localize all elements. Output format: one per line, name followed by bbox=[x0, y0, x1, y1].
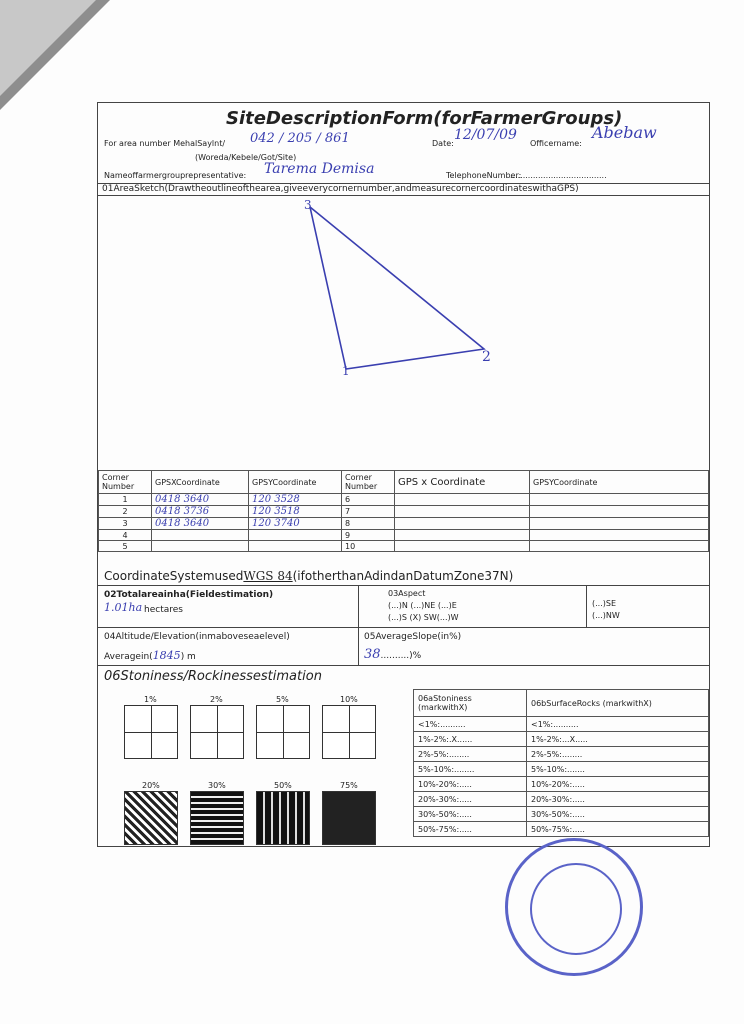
officer-value[interactable]: Abebaw bbox=[592, 123, 657, 142]
altitude-row bbox=[104, 649, 196, 662]
stoniness-icon-75 bbox=[322, 791, 376, 845]
site-description-form bbox=[97, 102, 710, 847]
woreda-label: (Woreda/Kebele/Got/Site) bbox=[195, 153, 297, 162]
gps-y-value[interactable]: 120 3518 bbox=[249, 506, 342, 518]
divider bbox=[98, 627, 709, 628]
icon-label: 5% bbox=[276, 695, 289, 704]
phone-label: TelephoneNumber: bbox=[446, 171, 522, 180]
folded-corner-inner bbox=[0, 0, 96, 96]
icon-label: 30% bbox=[208, 781, 226, 790]
divider bbox=[98, 665, 709, 666]
coord-system-label: CoordinateSystemused bbox=[104, 569, 244, 583]
aspect-nw[interactable]: (...)NW bbox=[592, 611, 620, 620]
coord-system-note: (ifotherthanAdindanDatumZone37N) bbox=[292, 569, 514, 583]
table-row bbox=[414, 807, 709, 822]
altitude-label: 04Altitude/Elevation(inmaboveseaelevel) bbox=[104, 632, 290, 642]
stoniness-table bbox=[413, 689, 709, 837]
gps-y-value[interactable]: 120 3528 bbox=[249, 494, 342, 506]
stoniness-option[interactable]: 20%-30%:..... bbox=[414, 792, 527, 807]
gps-x-value-2[interactable] bbox=[395, 530, 530, 541]
aspect-options-2[interactable]: (...)S (X) SW(...)W bbox=[388, 613, 459, 622]
corner-number-2: 8 bbox=[342, 518, 395, 530]
altitude-prefix: Averagein( bbox=[104, 652, 153, 662]
corner-label-2: 2 bbox=[482, 349, 491, 365]
header-gps-y-2: GPSYCoordinate bbox=[530, 471, 709, 494]
table-row bbox=[414, 732, 709, 747]
header-gps-x: GPSXCoordinate bbox=[152, 471, 249, 494]
icon-label: 75% bbox=[340, 781, 358, 790]
rep-label: Nameoffarmergrouprepresentative: bbox=[104, 171, 247, 180]
icon-label: 50% bbox=[274, 781, 292, 790]
corner-number-2: 9 bbox=[342, 530, 395, 541]
surface-rock-option[interactable]: 1%-2%:...X..... bbox=[527, 732, 709, 747]
icon-label: 1% bbox=[144, 695, 157, 704]
corner-number: 2 bbox=[99, 506, 152, 518]
header-corner-number: Corner Number bbox=[99, 471, 152, 494]
corner-number: 4 bbox=[99, 530, 152, 541]
slope-row bbox=[364, 647, 421, 662]
table-header-row bbox=[99, 471, 709, 494]
header-stoniness: 06aStoniness (markwithX) bbox=[414, 690, 527, 717]
gps-x-value[interactable]: 0418 3640 bbox=[152, 518, 249, 530]
total-area-unit: hectares bbox=[144, 605, 183, 615]
corner-number: 3 bbox=[99, 518, 152, 530]
total-area-label: 02Totalareainha(Fieldestimation) bbox=[104, 590, 274, 600]
gps-x-value-2[interactable] bbox=[395, 494, 530, 506]
gps-y-value-2[interactable] bbox=[530, 494, 709, 506]
phone-value[interactable]: ...................................... bbox=[510, 171, 607, 180]
sketch-header: 01AreaSketch(Drawtheoutlineofthearea,giveeverycornernumber,andmeasurecornercoordinateswithaGPS) bbox=[102, 184, 579, 194]
area-sketch bbox=[98, 195, 709, 469]
icon-label: 20% bbox=[142, 781, 160, 790]
area-outline bbox=[310, 207, 484, 369]
surface-rock-option[interactable]: 10%-20%:..... bbox=[527, 777, 709, 792]
aspect-options-1[interactable]: (...)N (...)NE (...)E bbox=[388, 601, 457, 610]
icon-label: 10% bbox=[340, 695, 358, 704]
date-label: Date: bbox=[432, 139, 454, 148]
corner-number: 1 bbox=[99, 494, 152, 506]
gps-x-value[interactable] bbox=[152, 530, 249, 541]
rep-value[interactable]: Tarema Demisa bbox=[264, 161, 375, 177]
corner-number-2: 10 bbox=[342, 541, 395, 552]
table-row bbox=[414, 762, 709, 777]
altitude-value[interactable]: 1845 bbox=[152, 649, 181, 662]
surface-rock-option[interactable]: 5%-10%:....... bbox=[527, 762, 709, 777]
divider bbox=[98, 585, 709, 586]
official-stamp bbox=[505, 838, 643, 976]
stoniness-option[interactable]: <1%:.......... bbox=[414, 717, 527, 732]
table-row bbox=[414, 747, 709, 762]
gps-y-value-2[interactable] bbox=[530, 506, 709, 518]
stoniness-icon-50 bbox=[256, 791, 310, 845]
gps-coordinate-table bbox=[98, 470, 709, 552]
aspect-se[interactable]: (...)SE bbox=[592, 599, 617, 608]
header-surface-rocks: 06bSurfaceRocks (markwithX) bbox=[527, 690, 709, 717]
gps-x-value-2[interactable] bbox=[395, 506, 530, 518]
table-row bbox=[414, 792, 709, 807]
stoniness-option[interactable]: 5%-10%:........ bbox=[414, 762, 527, 777]
divider bbox=[358, 585, 359, 627]
gps-x-value[interactable]: 0418 3640 bbox=[152, 494, 249, 506]
table-header-row bbox=[414, 690, 709, 717]
slope-value[interactable]: 38 bbox=[364, 647, 381, 662]
stoniness-option[interactable]: 10%-20%:..... bbox=[414, 777, 527, 792]
stoniness-icon-20 bbox=[124, 791, 178, 845]
officer-label: Officername: bbox=[530, 139, 582, 148]
icon-label: 2% bbox=[210, 695, 223, 704]
stoniness-option[interactable]: 2%-5%:........ bbox=[414, 747, 527, 762]
table-row bbox=[99, 518, 709, 530]
surface-rock-option[interactable]: 20%-30%:..... bbox=[527, 792, 709, 807]
gps-y-value-2[interactable] bbox=[530, 541, 709, 552]
area-number-label: For area number MehalSaylnt/ bbox=[104, 139, 226, 148]
aspect-label: 03Aspect bbox=[388, 589, 426, 598]
table-row bbox=[99, 530, 709, 541]
surface-rock-option[interactable]: <1%:.......... bbox=[527, 717, 709, 732]
gps-x-value[interactable]: 0418 3736 bbox=[152, 506, 249, 518]
surface-rock-option[interactable]: 2%-5%:........ bbox=[527, 747, 709, 762]
date-value[interactable]: 12/07/09 bbox=[454, 127, 517, 143]
stoniness-option[interactable]: 30%-50%:..... bbox=[414, 807, 527, 822]
stoniness-icon-1 bbox=[124, 705, 178, 759]
gps-y-value[interactable] bbox=[249, 541, 342, 552]
divider bbox=[586, 585, 587, 627]
coord-system-value[interactable]: WGS 84 bbox=[243, 569, 293, 583]
gps-x-value[interactable] bbox=[152, 541, 249, 552]
corner-number-2: 7 bbox=[342, 506, 395, 518]
stoniness-heading: 06Stoniness/Rockinessestimation bbox=[104, 669, 322, 684]
total-area-value[interactable]: 1.01ha bbox=[104, 601, 143, 614]
stoniness-icon-5 bbox=[256, 705, 310, 759]
gps-y-value-2[interactable] bbox=[530, 530, 709, 541]
corner-number-2: 6 bbox=[342, 494, 395, 506]
form-title: SiteDescriptionForm(forFarmerGroups) bbox=[226, 108, 623, 129]
header-gps-y: GPSYCoordinate bbox=[249, 471, 342, 494]
gps-y-value[interactable] bbox=[249, 530, 342, 541]
header-corner-number-2: Corner Number bbox=[342, 471, 395, 494]
surface-rock-option[interactable]: 50%-75%:..... bbox=[527, 822, 709, 837]
stoniness-icon-10 bbox=[322, 705, 376, 759]
header-gps-x-2: GPS x Coordinate bbox=[395, 471, 530, 494]
table-row bbox=[414, 822, 709, 837]
corner-label-3: 3 bbox=[304, 198, 312, 212]
surface-rock-option[interactable]: 30%-50%:..... bbox=[527, 807, 709, 822]
corner-number: 5 bbox=[99, 541, 152, 552]
slope-label: 05AverageSlope(in%) bbox=[364, 632, 462, 642]
stoniness-option[interactable]: 1%-2%:.X...... bbox=[414, 732, 527, 747]
table-row bbox=[99, 494, 709, 506]
stoniness-option[interactable]: 50%-75%:..... bbox=[414, 822, 527, 837]
altitude-suffix: ) m bbox=[180, 652, 196, 662]
divider bbox=[358, 627, 359, 665]
table-row bbox=[99, 506, 709, 518]
coord-system-row bbox=[104, 569, 513, 583]
area-number-value[interactable]: 042 / 205 / 861 bbox=[250, 131, 350, 146]
gps-x-value-2[interactable] bbox=[395, 541, 530, 552]
stoniness-icon-30 bbox=[190, 791, 244, 845]
table-row bbox=[414, 777, 709, 792]
gps-y-value-2[interactable] bbox=[530, 518, 709, 530]
stoniness-icon-2 bbox=[190, 705, 244, 759]
gps-y-value[interactable]: 120 3740 bbox=[249, 518, 342, 530]
slope-suffix: ..........)% bbox=[380, 651, 422, 661]
gps-x-value-2[interactable] bbox=[395, 518, 530, 530]
corner-label-1: 1 bbox=[342, 364, 350, 378]
table-row bbox=[414, 717, 709, 732]
table-row bbox=[99, 541, 709, 552]
